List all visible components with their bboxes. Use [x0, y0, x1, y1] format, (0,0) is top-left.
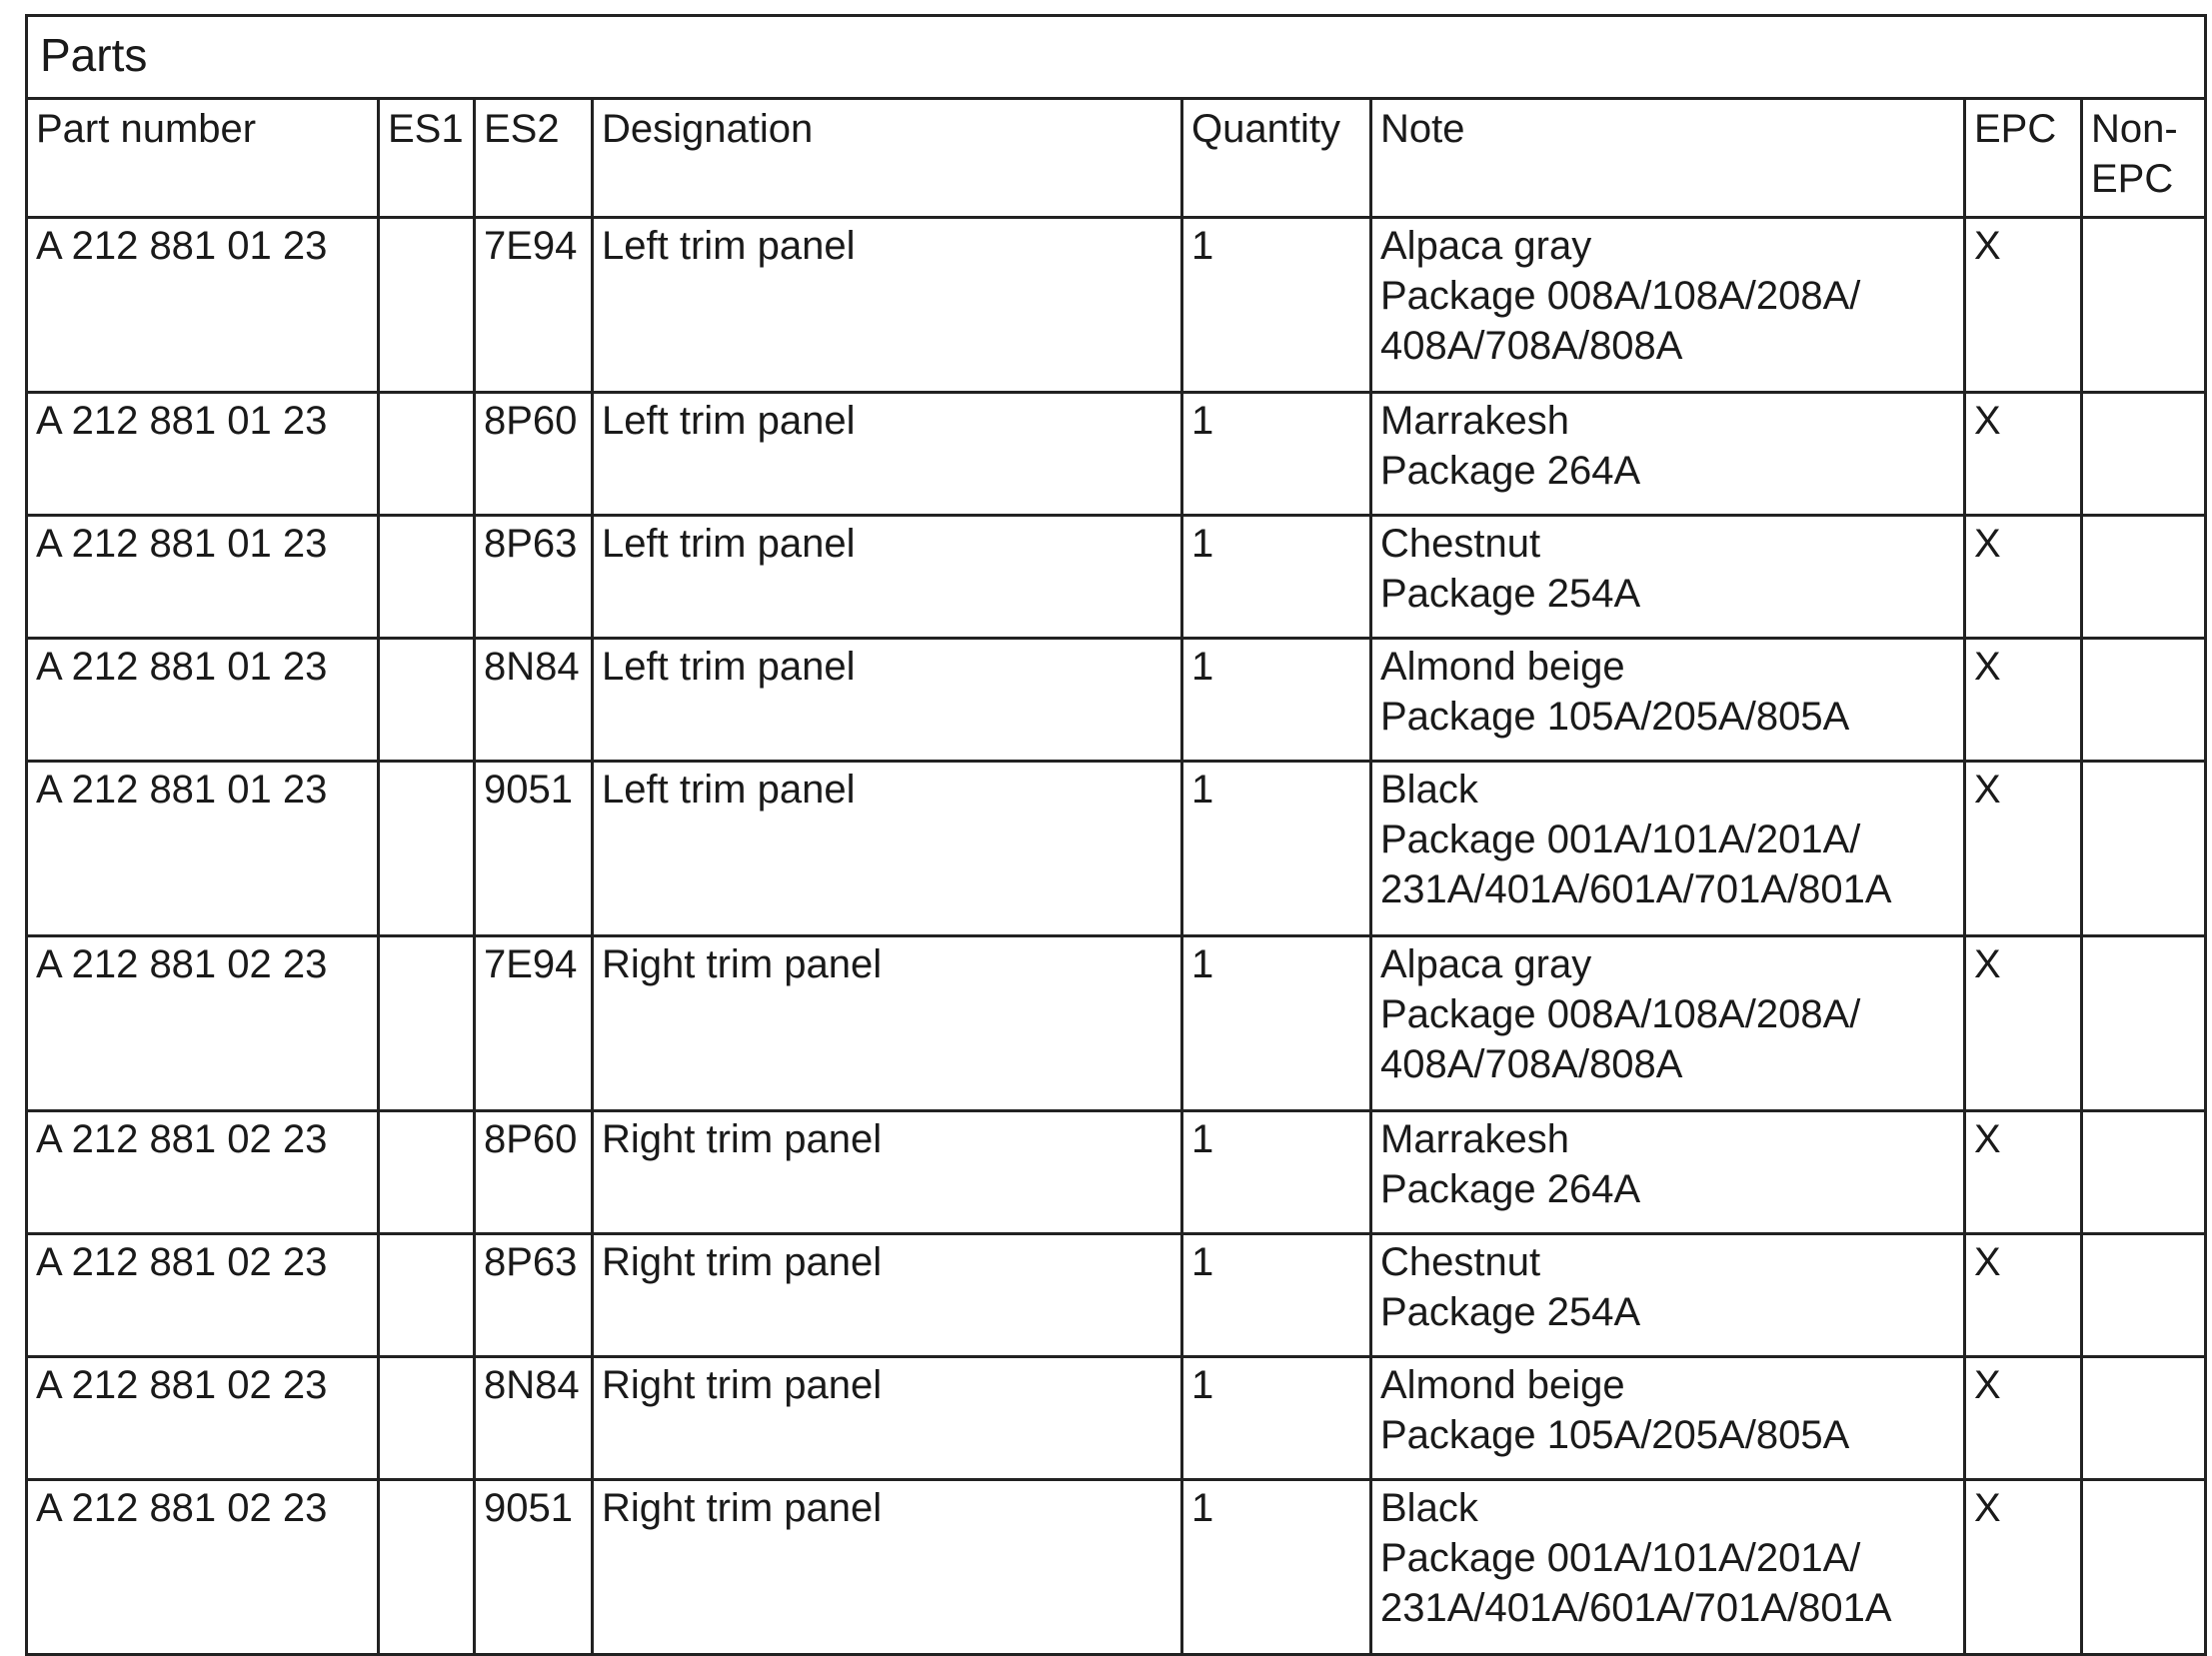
cell-non-epc	[2082, 393, 2206, 516]
table-row	[27, 516, 2206, 639]
table-row	[27, 639, 2206, 762]
cell-es1	[379, 639, 475, 762]
note-line: Package 008A/108A/208A/	[1380, 992, 1861, 1036]
cell-es1	[379, 393, 475, 516]
note-line: Package 001A/101A/201A/	[1380, 818, 1861, 861]
cell-quantity: 1	[1182, 762, 1371, 936]
header-designation: Designation	[593, 99, 1182, 218]
cell-non-epc	[2082, 218, 2206, 393]
cell-quantity: 1	[1182, 393, 1371, 516]
cell-note	[1371, 1111, 1965, 1234]
cell-part-number: A 212 881 01 23	[27, 218, 379, 393]
cell-part-number: A 212 881 02 23	[27, 1480, 379, 1655]
header-es1: ES1	[379, 99, 475, 218]
table-title-row	[27, 16, 2206, 99]
cell-epc: X	[1965, 1357, 2082, 1480]
cell-note	[1371, 936, 1965, 1111]
cell-es1	[379, 762, 475, 936]
cell-es2: 7E94	[475, 936, 593, 1111]
cell-note	[1371, 516, 1965, 639]
header-quantity: Quantity	[1182, 99, 1371, 218]
note-line: Package 264A	[1380, 1167, 1641, 1211]
note-line: Marrakesh	[1380, 399, 1569, 443]
parts-table	[25, 14, 2207, 1656]
header-part-number: Part number	[27, 99, 379, 218]
cell-es2: 7E94	[475, 218, 593, 393]
note-line: Chestnut	[1380, 1240, 1541, 1284]
cell-quantity: 1	[1182, 516, 1371, 639]
cell-part-number: A 212 881 01 23	[27, 762, 379, 936]
note-line: Marrakesh	[1380, 1117, 1569, 1161]
table-row	[27, 1480, 2206, 1655]
cell-es1	[379, 1234, 475, 1357]
cell-es2: 8P60	[475, 1111, 593, 1234]
cell-quantity: 1	[1182, 1111, 1371, 1234]
cell-note	[1371, 762, 1965, 936]
header-es2: ES2	[475, 99, 593, 218]
note-line: 231A/401A/601A/701A/801A	[1380, 867, 1892, 911]
cell-es1	[379, 1357, 475, 1480]
note-line: Package 008A/108A/208A/	[1380, 274, 1861, 318]
cell-quantity: 1	[1182, 1357, 1371, 1480]
header-non-epc-line-1: Non-	[2091, 107, 2178, 151]
cell-es2: 9051	[475, 1480, 593, 1655]
cell-designation: Right trim panel	[593, 1234, 1182, 1357]
cell-es2: 8N84	[475, 1357, 593, 1480]
cell-designation: Right trim panel	[593, 1111, 1182, 1234]
cell-note	[1371, 639, 1965, 762]
cell-quantity: 1	[1182, 1234, 1371, 1357]
note-line: Package 254A	[1380, 1290, 1641, 1334]
note-line: Package 001A/101A/201A/	[1380, 1536, 1861, 1580]
cell-es1	[379, 1111, 475, 1234]
cell-designation: Left trim panel	[593, 218, 1182, 393]
cell-non-epc	[2082, 516, 2206, 639]
note-line: Package 105A/205A/805A	[1380, 695, 1850, 739]
cell-epc: X	[1965, 393, 2082, 516]
cell-es2: 8P63	[475, 516, 593, 639]
table-header-row	[27, 99, 2206, 218]
cell-part-number: A 212 881 01 23	[27, 393, 379, 516]
table-row	[27, 1357, 2206, 1480]
cell-part-number: A 212 881 01 23	[27, 516, 379, 639]
cell-designation: Right trim panel	[593, 1357, 1182, 1480]
note-line: Package 264A	[1380, 449, 1641, 493]
cell-epc: X	[1965, 1480, 2082, 1655]
note-line: 408A/708A/808A	[1380, 324, 1683, 368]
cell-designation: Left trim panel	[593, 393, 1182, 516]
note-line: Chestnut	[1380, 522, 1541, 566]
note-line: Package 105A/205A/805A	[1380, 1413, 1850, 1457]
table-row	[27, 762, 2206, 936]
table-row	[27, 218, 2206, 393]
header-non-epc	[2082, 99, 2206, 218]
cell-part-number: A 212 881 01 23	[27, 639, 379, 762]
cell-quantity: 1	[1182, 218, 1371, 393]
table-row	[27, 1234, 2206, 1357]
cell-quantity: 1	[1182, 639, 1371, 762]
note-line: 231A/401A/601A/701A/801A	[1380, 1586, 1892, 1630]
cell-epc: X	[1965, 516, 2082, 639]
cell-part-number: A 212 881 02 23	[27, 1111, 379, 1234]
note-line: Package 254A	[1380, 572, 1641, 616]
cell-designation: Left trim panel	[593, 762, 1182, 936]
cell-non-epc	[2082, 1234, 2206, 1357]
table-row	[27, 393, 2206, 516]
cell-es1	[379, 218, 475, 393]
cell-es1	[379, 936, 475, 1111]
cell-quantity: 1	[1182, 936, 1371, 1111]
cell-non-epc	[2082, 762, 2206, 936]
note-line: Almond beige	[1380, 1363, 1625, 1407]
header-note: Note	[1371, 99, 1965, 218]
cell-epc: X	[1965, 1234, 2082, 1357]
note-line: Almond beige	[1380, 645, 1625, 689]
cell-non-epc	[2082, 1357, 2206, 1480]
cell-non-epc	[2082, 1480, 2206, 1655]
cell-part-number: A 212 881 02 23	[27, 1234, 379, 1357]
cell-epc: X	[1965, 218, 2082, 393]
cell-es1	[379, 516, 475, 639]
cell-es2: 9051	[475, 762, 593, 936]
cell-note	[1371, 1480, 1965, 1655]
cell-non-epc	[2082, 936, 2206, 1111]
cell-note	[1371, 1357, 1965, 1480]
note-line: Alpaca gray	[1380, 942, 1592, 986]
cell-epc: X	[1965, 936, 2082, 1111]
cell-non-epc	[2082, 1111, 2206, 1234]
cell-epc: X	[1965, 639, 2082, 762]
table-row	[27, 1111, 2206, 1234]
cell-es2: 8N84	[475, 639, 593, 762]
cell-es2: 8P63	[475, 1234, 593, 1357]
table-row	[27, 936, 2206, 1111]
cell-non-epc	[2082, 639, 2206, 762]
cell-note	[1371, 218, 1965, 393]
cell-designation: Left trim panel	[593, 516, 1182, 639]
cell-epc: X	[1965, 762, 2082, 936]
note-line: Black	[1380, 768, 1478, 812]
cell-note	[1371, 1234, 1965, 1357]
cell-es1	[379, 1480, 475, 1655]
cell-es2: 8P60	[475, 393, 593, 516]
cell-part-number: A 212 881 02 23	[27, 936, 379, 1111]
cell-quantity: 1	[1182, 1480, 1371, 1655]
cell-designation: Right trim panel	[593, 1480, 1182, 1655]
header-non-epc-line-2: EPC	[2091, 157, 2174, 201]
cell-epc: X	[1965, 1111, 2082, 1234]
note-line: 408A/708A/808A	[1380, 1042, 1683, 1086]
cell-designation: Left trim panel	[593, 639, 1182, 762]
note-line: Alpaca gray	[1380, 224, 1592, 268]
note-line: Black	[1380, 1486, 1478, 1530]
cell-note	[1371, 393, 1965, 516]
table-title: Parts	[27, 16, 2206, 99]
header-epc: EPC	[1965, 99, 2082, 218]
cell-part-number: A 212 881 02 23	[27, 1357, 379, 1480]
cell-designation: Right trim panel	[593, 936, 1182, 1111]
